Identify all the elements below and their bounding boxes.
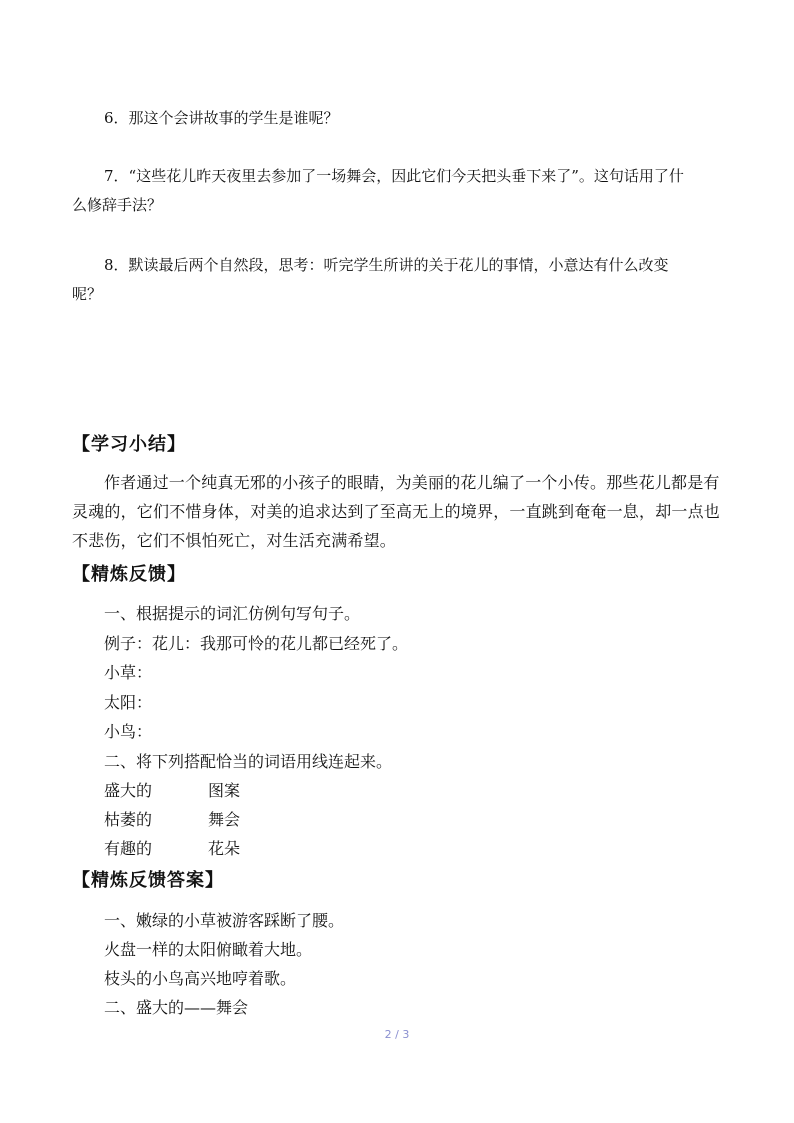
summary-line-1: 作者通过一个纯真无邪的小孩子的眼睛，为美丽的花儿编了一个小传。那些花儿都是有 [104, 473, 720, 492]
section-heading-summary: 【学习小结】 [72, 434, 186, 455]
question-8-line-2: 呢？ [72, 285, 103, 303]
question-7-line-1: 7．“这些花儿昨天夜里去参加了一场舞会，因此它们今天把头垂下来了”。这句话用了什 [104, 167, 684, 185]
question-7-line-2: 么修辞手法？ [72, 196, 163, 214]
practice-task-2: 二、将下列搭配恰当的词语用线连起来。 [104, 752, 393, 771]
pair-left-3: 有趣的 [104, 839, 153, 858]
question-6: 6．那这个会讲故事的学生是谁呢？ [104, 109, 339, 127]
question-8-line-1: 8．默读最后两个自然段，思考：听完学生所讲的关于花儿的事情，小意达有什么改变 [104, 256, 669, 274]
pair-left-1: 盛大的 [104, 781, 153, 800]
answer-line-4: 二、盛大的——舞会 [104, 998, 249, 1017]
page-number: 2 / 3 [384, 1028, 410, 1041]
practice-item-grass: 小草： [104, 663, 153, 682]
pair-right-1: 图案 [208, 781, 241, 800]
pair-left-2: 枯萎的 [104, 810, 153, 829]
summary-line-2: 灵魂的，它们不惜身体，对美的追求达到了至高无上的境界，一直跳到奄奄一息，却一点也 [72, 502, 721, 521]
answer-line-3: 枝头的小鸟高兴地哼着歌。 [104, 969, 297, 988]
answer-line-2: 火盘一样的太阳俯瞰着大地。 [104, 940, 313, 959]
answer-line-1: 一、嫩绿的小草被游客踩断了腰。 [104, 911, 345, 930]
pair-right-3: 花朵 [208, 839, 241, 858]
practice-task-1: 一、根据提示的词汇仿例句写句子。 [104, 604, 361, 623]
practice-item-sun: 太阳： [104, 693, 153, 712]
section-heading-answers: 【精炼反馈答案】 [72, 870, 224, 891]
pair-right-2: 舞会 [208, 810, 241, 829]
practice-item-bird: 小鸟： [104, 722, 153, 741]
section-heading-practice: 【精炼反馈】 [72, 564, 186, 585]
practice-example: 例子：花儿：我那可怜的花儿都已经死了。 [104, 634, 409, 653]
summary-line-3: 不悲伤，它们不惧怕死亡，对生活充满希望。 [72, 531, 397, 550]
